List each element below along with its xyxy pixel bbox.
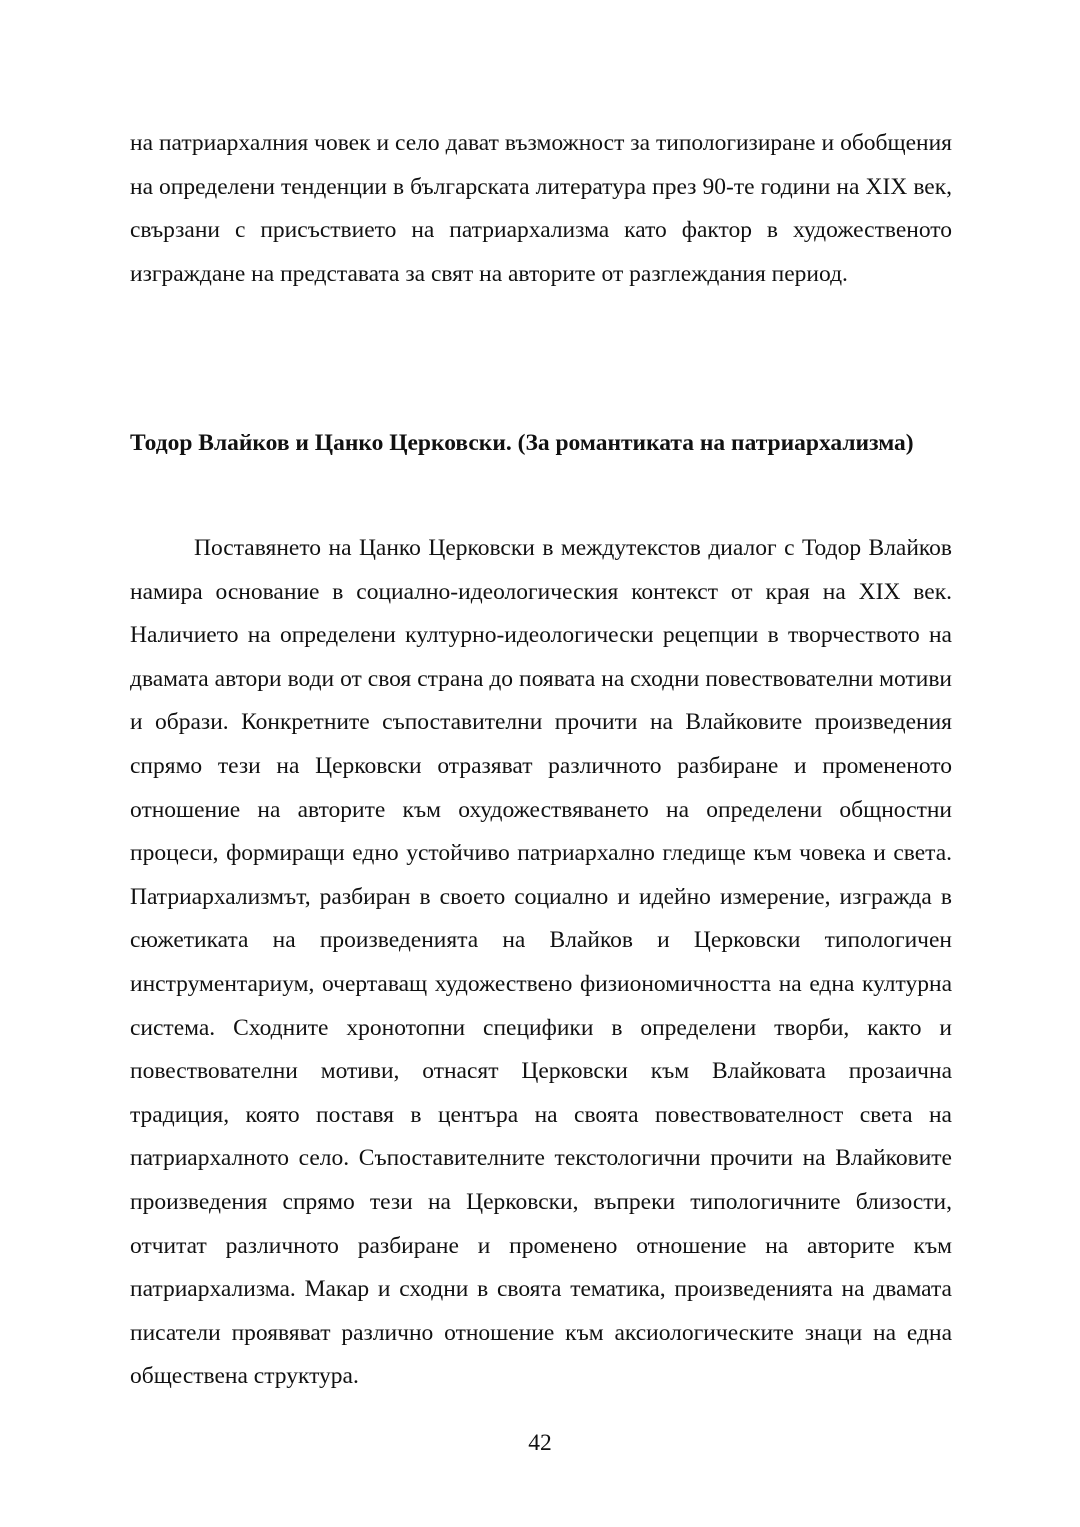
body-paragraph: Поставянето на Цанко Церковски в междутекстов диалог с Тодор Влайков намира основание в социално-идеологическия контекст от края на XIX век. Наличието на определени културно-идеологически рецепции в творчеството на двамата автори води от своя страна до появата на сходни повествователни мотиви и образи. Конкретните съпоставителни прочити на Влайковите произведения спрямо тези на Церковски отразяват различното разбиране и промененото отношение на авторите към охудожествяването на определени общностни процеси, формиращи едно устойчиво патриархално гледище към човека и света. Патриархализмът, разбиран в своето социално и идейно измерение, изгражда в сюжетиката на произведенията на Влайков и Церковски типологичен инструментариум, очертаващ художествено физиономичността на една културна система. Сходните хронотопни специфики в определени творби, както и повествователни мотиви, отнасят Церковски към Влайковата прозаична традиция, която поставя в центъра на своята повествователност света на патриархалното село. Съпоставителните текстологични прочити на Влайковите произведения спрямо тези на Церковски, въпреки типологичните близости, отчитат различното разбиране и променено отношение на авторите към патриархализма. Макар и сходни в своята тематика, произведенията на двамата писатели проявяват различно отношение към аксиологическите знаци на една обществена структура. [130,535,952,1390]
intro-paragraph: на патриархалния човек и село дават възможност за типологизиране и обобщения на определени тенденции в българската литература през 90-те години на XIX век, свързани с присъствието на патриархализма като фактор в художественото изграждане на представата за свят на авторите от разглеждания период. [130,130,952,287]
section-heading: Тодор Влайков и Цанко Церковски. (За романтиката на патриархализма) [130,430,914,456]
page-number: 42 [528,1430,552,1456]
